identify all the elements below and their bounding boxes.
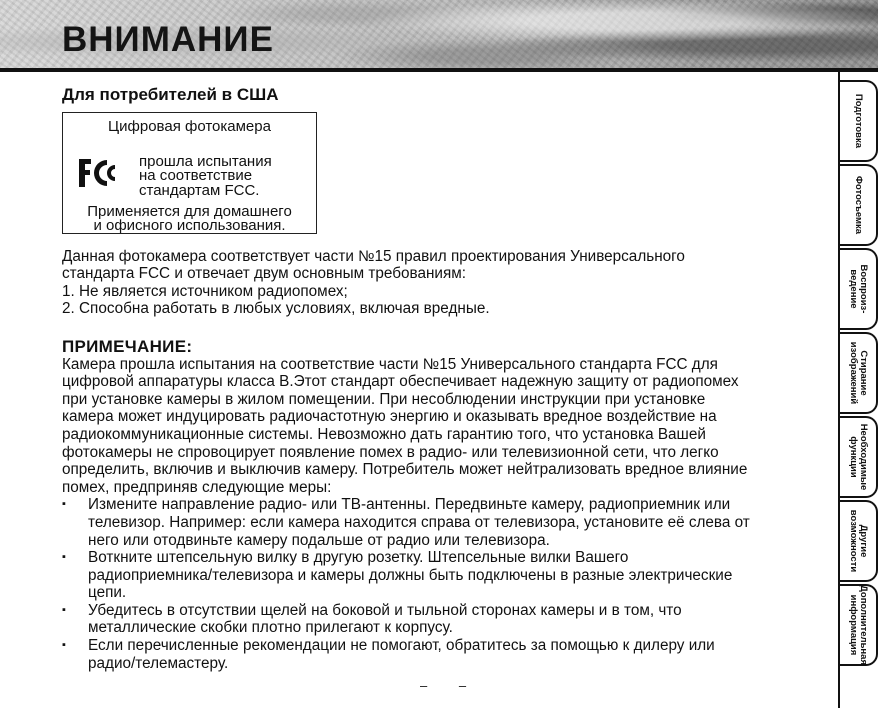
tab-features[interactable]	[840, 500, 878, 582]
list-item-line: цепи.	[88, 584, 127, 602]
fcc-notice-box	[62, 112, 317, 234]
note-paragraph	[62, 356, 810, 497]
tab-preparation[interactable]	[840, 80, 878, 162]
list-item-line: него или отодвиньте камеру подальше от радио или телевизора.	[88, 531, 550, 549]
intro-line: 2. Способна работать в любых условиях, включая вредные.	[62, 300, 490, 318]
intro-line: 1. Не является источником радиопомех;	[62, 282, 348, 300]
list-item-line: ▪ Если перечисленные рекомендации не помогают, обратитесь за помощью к дилеру или	[88, 637, 715, 655]
tab-label: Фотосъемка	[853, 175, 864, 235]
tab-label: Подготовка	[853, 93, 864, 149]
page-title: ВНИМАНИЕ	[62, 20, 274, 59]
fcc-box-usage-text	[63, 202, 316, 235]
list-item	[62, 602, 810, 637]
section-title: Для потребителей в США	[62, 85, 279, 104]
tab-label: Другие возможности	[848, 509, 869, 573]
note-line: помех, предприняв следующие меры:	[62, 478, 332, 496]
tab-label: Дополнительная информация	[848, 585, 869, 665]
note-line: фотокамеры не спровоцирует появление помех в радио- или телевизионной сети, что легко	[62, 443, 719, 461]
note-line: камера может индуцировать радиочастотную энергию и оказывать вредное воздействие на	[62, 408, 717, 426]
tab-label: Необходимые функции	[848, 423, 869, 491]
note-line: радиокоммуникационные системы. Невозможно дать гарантию того, что установка Вашей	[62, 425, 706, 443]
intro-line: Данная фотокамера соответствует части №15 правил проектирования Универсального	[62, 247, 685, 265]
fcc-logo-icon	[77, 157, 121, 189]
header-divider	[0, 68, 878, 72]
list-item	[62, 496, 810, 549]
list-item	[62, 637, 810, 672]
fcc-tested-line: на соответствие	[139, 167, 253, 185]
page-number: – –	[420, 678, 481, 693]
fcc-tested-line: прошла испытания	[139, 152, 272, 170]
fcc-usage-line: и офисного использования.	[93, 217, 286, 235]
tab-label: Стирание изображений	[848, 341, 869, 405]
list-item	[62, 549, 810, 602]
intro-line: стандарта FCC и отвечает двум основным требованиям:	[62, 265, 467, 283]
note-line: при установке камеры в жилом помещении. При несоблюдении инструкции при установке	[62, 390, 706, 408]
remedy-list	[62, 496, 810, 672]
tab-label: Воспроиз- ведение	[848, 264, 869, 314]
fcc-tested-line: стандартам FCC.	[139, 181, 260, 199]
note-line: определить, включив и выключив камеру. Потребитель может нейтрализовать вредное влияние	[62, 461, 748, 479]
fcc-box-tested-text	[139, 152, 272, 199]
list-item-line: радио/телемастеру.	[88, 654, 229, 672]
tab-additional-info[interactable]	[840, 584, 878, 666]
fcc-box-camera-label: Цифровая фотокамера	[108, 117, 271, 135]
tab-shooting[interactable]	[840, 164, 878, 246]
tab-playback[interactable]	[840, 248, 878, 330]
list-item-line: ▪ Воткните штепсельную вилку в другую розетку. Штепсельные вилки Вашего	[88, 549, 629, 567]
list-item-line: телевизор. Например: если камера находится справа от телевизора, установите её слева от	[88, 513, 750, 531]
tab-erasing[interactable]	[840, 332, 878, 414]
note-heading: ПРИМЕЧАНИЕ:	[62, 336, 193, 356]
header-banner	[0, 0, 878, 70]
tab-functions[interactable]	[840, 416, 878, 498]
note-line: цифровой аппаратуры класса B.Этот стандарт обеспечивает надежную защиту от радиопомех	[62, 373, 739, 391]
list-item-line: ▪ Измените направление радио- или ТВ-антенны. Передвиньте камеру, радиоприемник или	[88, 496, 731, 514]
fcc-usage-line: Применяется для домашнего	[87, 202, 292, 220]
list-item-line: металлические скобки плотно прилегают к корпусу.	[88, 619, 453, 637]
note-line: Камера прошла испытания на соответствие части №15 Универсального стандарта FCC для	[62, 355, 718, 373]
intro-paragraph	[62, 248, 810, 318]
main-content	[62, 86, 810, 672]
list-item-line: радиоприемника/телевизора и камеры должны быть подключены в разные электрические	[88, 566, 733, 584]
list-item-line: ▪ Убедитесь в отсутствии щелей на боковой и тыльной сторонах камеры и в том, что	[88, 601, 682, 619]
